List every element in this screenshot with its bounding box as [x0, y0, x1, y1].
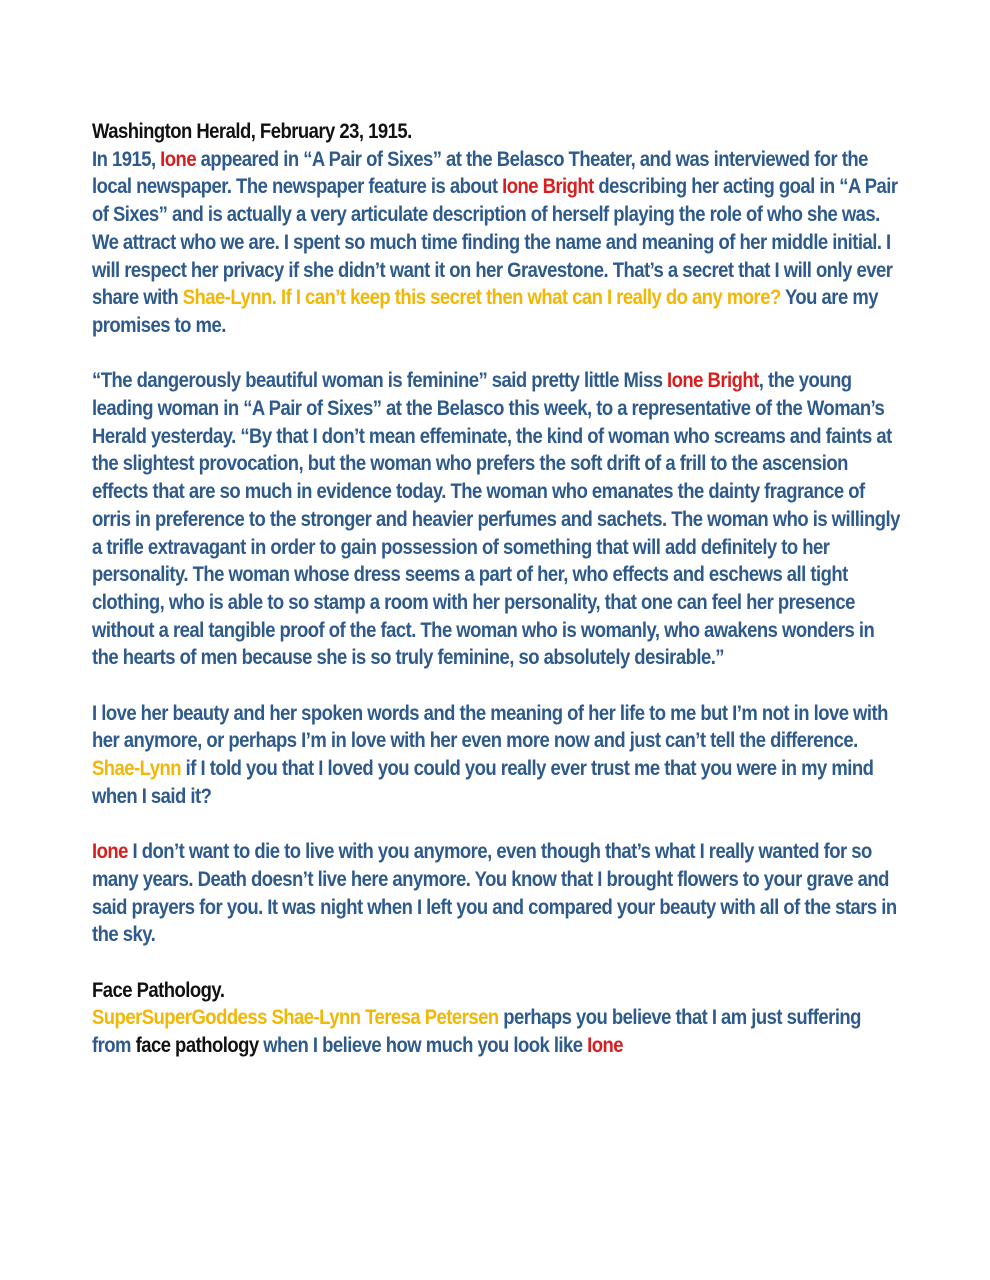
term-face-pathology: face pathology	[135, 1034, 259, 1058]
text-span: , the young leading woman in “A Pair of Sixes” at the Belasco this week, to a representative of the Woman’s Herald yesterday. “By that I don’t mean effeminate, the kind of woman who screams and faints at the slightest provocation, but the woman who prefers the soft drift of a frill to the ascension effects that are so much in evidence today. The woman who emanates the dainty fragrance of orris in preference to the stronger and heavier perfumes and sachets. The woman who is willingly a trifle extravagant in order to gain possession of something that will add definitely to her personality. The woman whose dress seems a part of her, who effects and eschews all tight clothing, who is able to so stamp a room with her personality, that one can feel her presence without a real tangible proof of the fact. The woman who is womanly, who awakens wonders in the hearts of men because she is so truly feminine, so absolutely desirable.”	[92, 369, 900, 670]
paragraph-2	[92, 367, 902, 672]
text-span: perhaps you believe that I am just suffering from	[92, 1006, 861, 1058]
text-span: appeared in “A Pair of Sixes” at the Belasco Theater, and was interviewed for the local newspaper. The newspaper feature is about	[92, 147, 868, 199]
heading-face-pathology: Face Pathology.	[92, 978, 225, 1002]
text-span: You are my promises to me.	[92, 286, 878, 337]
name-shae-lynn: Shae-Lynn	[92, 757, 182, 781]
name-shae-lynn-full: SuperSuperGoddess Shae-Lynn Teresa Petersen	[92, 1006, 499, 1030]
heading-washington-herald: Washington Herald, February 23, 1915.	[92, 120, 412, 143]
paragraph-1	[92, 118, 902, 340]
name-ione: Ione	[587, 1034, 624, 1058]
text-span: if I told you that I loved you could you really ever trust me that you were in my mind when I said it?	[92, 757, 874, 808]
text-span: when I believe how much you look like	[258, 1034, 588, 1058]
paragraph-5	[92, 977, 902, 1060]
name-ione-bright: Ione Bright	[667, 369, 759, 393]
name-ione: Ione	[92, 840, 128, 864]
name-ione-bright: Ione Bright	[502, 175, 594, 199]
text-span: I don’t want to die to live with you anymore, even though that’s what I really wanted for so many years. Death doesn’t live here anymore. You know that I brought flowers to your grave and said prayers for you. It was night when I left you and compared your beauty with all of the stars in the sky.	[92, 840, 897, 947]
text-span: In 1915,	[92, 147, 161, 171]
text-span: I love her beauty and her spoken words and the meaning of her life to me but I’m not in love with her anymore, or perhaps I’m in love with her even more now and just can’t tell the difference.	[92, 701, 888, 753]
paragraph-3	[92, 700, 902, 811]
name-ione: Ione	[160, 147, 197, 171]
text-span: describing her acting goal in “A Pair of Sixes” and is actually a very articulate description of herself playing the role of who she was. We attract who we are. I spent so much time finding the name and meaning of her middle initial. I will respect her privacy if she didn’t want it on her Gravestone. That’s a secret that I will only ever share with	[92, 175, 898, 310]
paragraph-4	[92, 838, 902, 949]
document-body	[92, 118, 902, 1088]
text-span: “The dangerously beautiful woman is feminine” said pretty little Miss	[92, 369, 668, 393]
name-shae-lynn: Shae-Lynn. If I can’t keep this secret then what can I really do any more?	[182, 286, 781, 310]
